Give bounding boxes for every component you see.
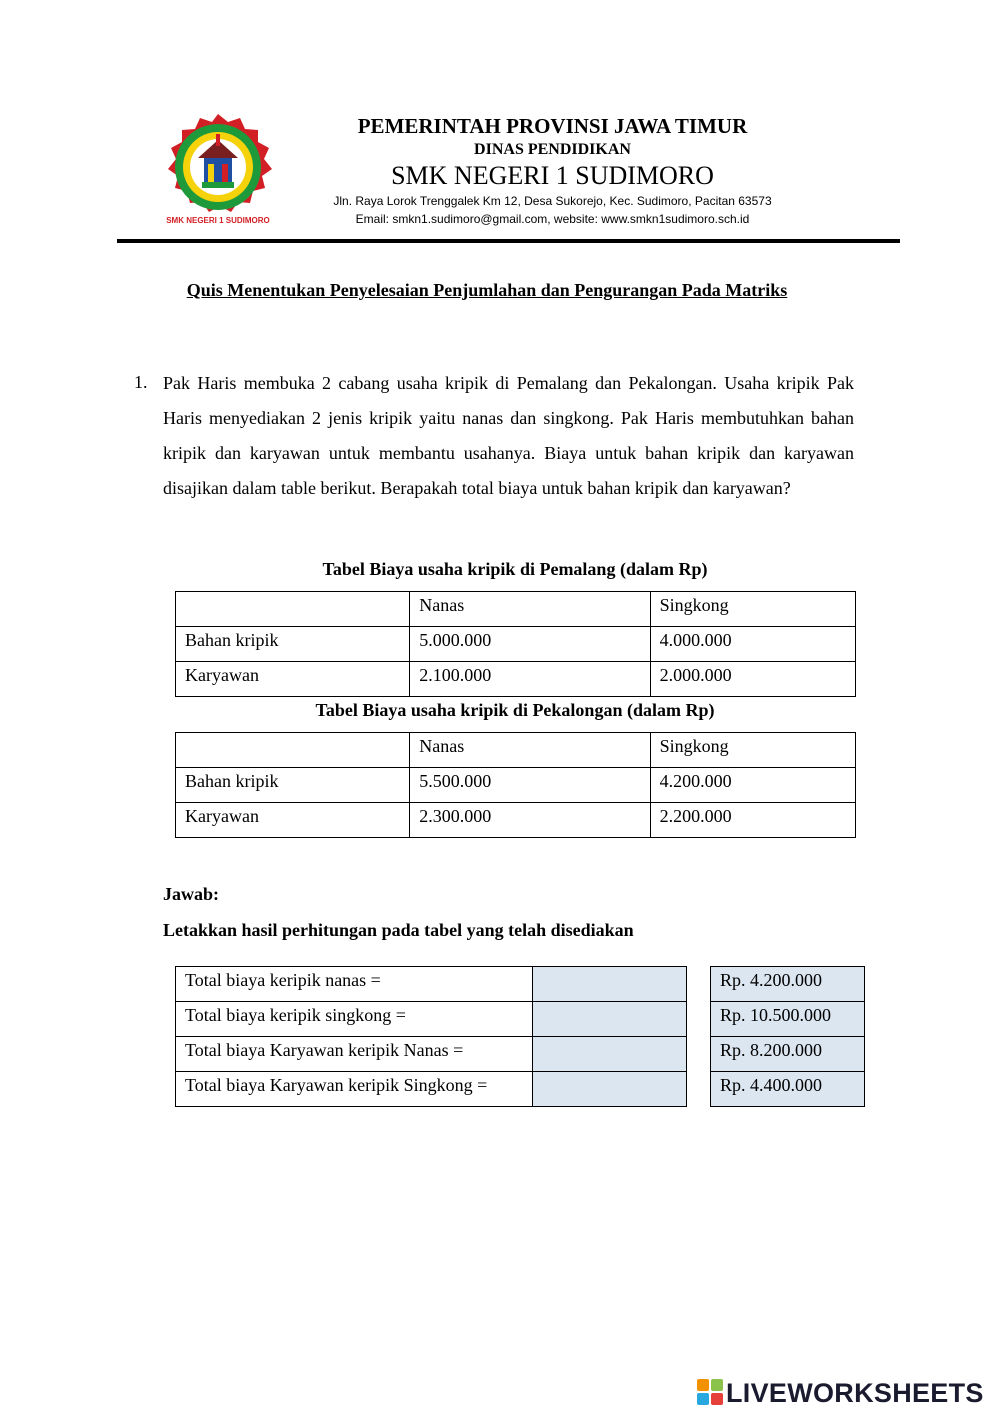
table-cell: 2.200.000 <box>650 803 855 838</box>
question-number: 1. <box>134 372 148 392</box>
table-pekalongan <box>175 732 856 838</box>
table-header-row <box>176 733 856 768</box>
answer-row-label: Total biaya keripik singkong = <box>176 1002 533 1037</box>
table-row <box>176 768 856 803</box>
quiz-title: Quis Menentukan Penyelesaian Penjumlahan dan Pengurangan Pada Matriks <box>186 280 788 300</box>
answer-instruction: Letakkan hasil perhitungan pada tabel yang telah disediakan <box>163 920 634 940</box>
header-department: DINAS PENDIDIKAN <box>474 141 631 158</box>
draggable-option[interactable]: Rp. 8.200.000 <box>711 1037 865 1072</box>
draggable-option[interactable]: Rp. 4.200.000 <box>711 967 865 1002</box>
table-cell: 4.000.000 <box>650 627 855 662</box>
table-header-row <box>176 592 856 627</box>
table-row <box>176 803 856 838</box>
table-row <box>176 662 856 697</box>
answer-row <box>176 1037 687 1072</box>
answer-row-label: Total biaya keripik nanas = <box>176 967 533 1002</box>
table-header-cell: Nanas <box>410 592 650 627</box>
table-pemalang <box>175 591 856 697</box>
answer-drop-box[interactable] <box>533 1072 687 1107</box>
answer-row-label: Total biaya Karyawan keripik Singkong = <box>176 1072 533 1107</box>
answer-options <box>710 966 865 1107</box>
answer-row <box>176 967 687 1002</box>
table-cell: 2.100.000 <box>410 662 650 697</box>
table-row <box>176 627 856 662</box>
table-cell <box>176 733 410 768</box>
liveworksheets-brand: LIVEWORKSHEETS <box>726 1378 984 1408</box>
table-header-cell: Singkong <box>650 733 855 768</box>
header-contact: Email: smkn1.sudimoro@gmail.com, website: www.smkn1sudimoro.sch.id <box>355 212 750 226</box>
logo-text: SMK NEGERI 1 SUDIMORO <box>166 216 270 225</box>
header-school: SMK NEGERI 1 SUDIMORO <box>391 161 714 190</box>
answer-row <box>176 1072 687 1107</box>
table-cell: Karyawan <box>176 803 410 838</box>
table-cell: 5.500.000 <box>410 768 650 803</box>
answer-drop-box[interactable] <box>533 967 687 1002</box>
table-header-cell: Nanas <box>410 733 650 768</box>
school-logo <box>154 112 282 230</box>
liveworksheets-logo[interactable] <box>697 1378 984 1409</box>
draggable-option[interactable]: Rp. 10.500.000 <box>711 1002 865 1037</box>
answer-table <box>175 966 687 1107</box>
answer-row <box>176 1002 687 1037</box>
header-address: Jln. Raya Lorok Trenggalek Km 12, Desa Sukorejo, Kec. Sudimoro, Pacitan 63573 <box>333 194 772 208</box>
liveworksheets-icon <box>697 1379 723 1405</box>
table-cell: 5.000.000 <box>410 627 650 662</box>
answer-label: Jawab: <box>163 884 220 904</box>
table-header-cell: Singkong <box>650 592 855 627</box>
table-cell: Bahan kripik <box>176 627 410 662</box>
table-cell <box>176 592 410 627</box>
table-pemalang-title: Tabel Biaya usaha kripik di Pemalang (dalam Rp) <box>322 559 708 579</box>
answer-drop-box[interactable] <box>533 1037 687 1072</box>
table-cell: 2.000.000 <box>650 662 855 697</box>
table-cell: 4.200.000 <box>650 768 855 803</box>
table-cell: Bahan kripik <box>176 768 410 803</box>
answer-row-label: Total biaya Karyawan keripik Nanas = <box>176 1037 533 1072</box>
draggable-option[interactable]: Rp. 4.400.000 <box>711 1072 865 1107</box>
header-divider <box>117 239 900 243</box>
table-pekalongan-title: Tabel Biaya usaha kripik di Pekalongan (dalam Rp) <box>315 700 715 720</box>
header-province: PEMERINTAH PROVINSI JAWA TIMUR <box>357 114 748 138</box>
table-cell: 2.300.000 <box>410 803 650 838</box>
answer-drop-box[interactable] <box>533 1002 687 1037</box>
table-cell: Karyawan <box>176 662 410 697</box>
question-text: Pak Haris membuka 2 cabang usaha kripik di Pemalang dan Pekalongan. Usaha kripik Pak Haris menyediakan 2 jenis kripik yaitu nanas dan singkong. Pak Haris membutuhkan bahan kripik dan karyawan untuk membantu usahanya. Biaya untuk bahan kripik dan karyawan disajikan dalam table berikut. Berapakah total biaya untuk bahan kripik dan karyawan? <box>163 373 854 498</box>
